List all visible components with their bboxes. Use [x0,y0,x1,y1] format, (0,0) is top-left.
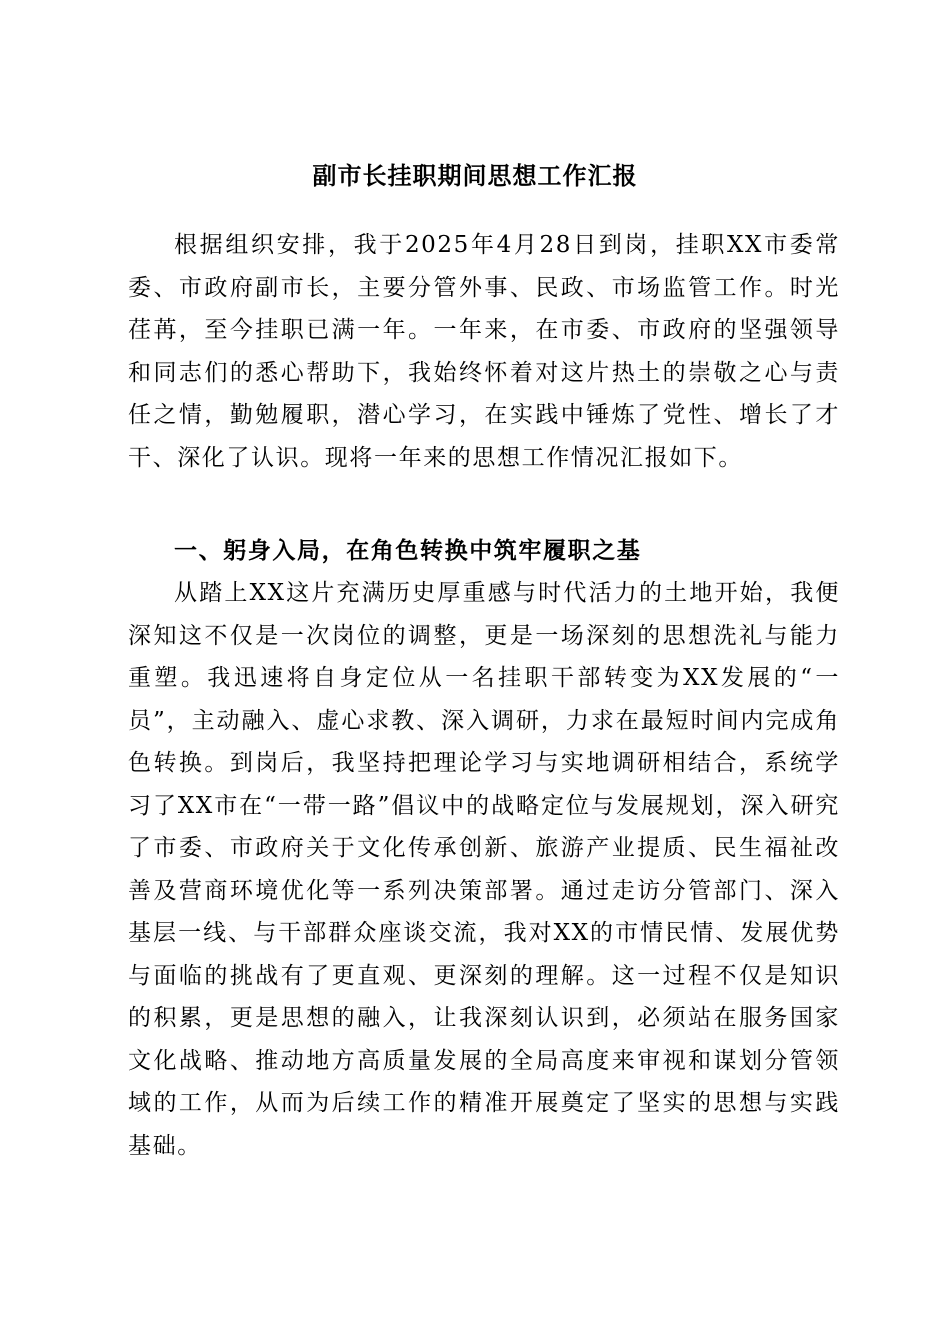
intro-paragraph-block [128,224,840,479]
intro-paragraph: 根据组织安排，我于2025年4月28日到岗，挂职XX市委常委、市政府副市长，主要分管外事、民政、市场监管工作。时光荏苒，至今挂职已满一年。一年来，在市委、市政府的坚强领导和同志们的悉心帮助下，我始终怀着对这片热土的崇敬之心与责任之情，勤勉履职，潜心学习，在实践中锤炼了党性、增长了才干、深化了认识。现将一年来的思想工作情况汇报如下。 [128,232,840,471]
section-1-paragraph: 从踏上XX这片充满历史厚重感与时代活力的土地开始，我便深知这不仅是一次岗位的调整，更是一场深刻的思想洗礼与能力重塑。我迅速将自身定位从一名挂职干部转变为XX发展的“一员”，主动融入、虚心求教、深入调研，力求在最短时间内完成角色转换。到岗后，我坚持把理论学习与实地调研相结合，系统学习了XX市在“一带一路”倡议中的战略定位与发展规划，深入研究了市委、市政府关于文化传承创新、旅游产业提质、民生福祉改善及营商环境优化等一系列决策部署。通过走访分管部门、深入基层一线、与干部群众座谈交流，我对XX的市情民情、发展优势与面临的挑战有了更直观、更深刻的理解。这一过程不仅是知识的积累，更是思想的融入，让我深刻认识到，必须站在服务国家文化战略、推动地方高质量发展的全局高度来审视和谋划分管领域的工作，从而为后续工作的精准开展奠定了坚实的思想与实践基础。 [128,580,840,1159]
section-heading-1: 一、躬身入局，在角色转换中筑牢履职之基 [174,537,642,564]
document-title: 副市长挂职期间思想工作汇报 [312,161,638,191]
section-1-paragraph-block [128,572,840,1167]
